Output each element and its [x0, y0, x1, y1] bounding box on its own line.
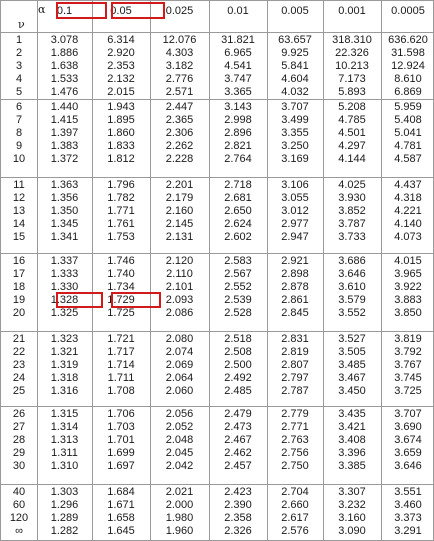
value-cell: 1.333 — [50, 268, 79, 280]
value-cell: 1.721 — [107, 333, 135, 345]
value-cell: 2.681 — [224, 192, 252, 204]
value-cell: 12.924 — [391, 60, 425, 72]
value-cell: 3.143 — [224, 101, 252, 113]
value-cell: 31.821 — [221, 34, 255, 46]
value-cell: 2.920 — [107, 47, 135, 59]
value-cell: 2.763 — [281, 434, 309, 446]
value-cell: 2.764 — [224, 153, 252, 165]
value-cell: 2.473 — [224, 421, 252, 433]
value-cell: 2.528 — [224, 307, 252, 319]
value-cell: 1.708 — [107, 385, 135, 397]
df-cell: 4 — [15, 73, 23, 85]
value-cell: 4.032 — [281, 86, 309, 98]
value-cell: 1.303 — [50, 486, 79, 498]
value-cell: 1.397 — [50, 127, 79, 139]
value-cell: 3.435 — [338, 408, 366, 420]
value-cell: 2.306 — [165, 127, 194, 139]
value-cell: 3.552 — [338, 307, 366, 319]
value-cell: 3.090 — [338, 525, 366, 537]
value-cell: 3.965 — [394, 268, 422, 280]
df-cell: 17 — [12, 268, 26, 280]
df-cell: ∞ — [15, 525, 23, 537]
value-cell: 3.747 — [224, 73, 252, 85]
value-cell: 1.330 — [50, 281, 79, 293]
value-cell: 5.841 — [281, 60, 309, 72]
value-cell: 1.341 — [50, 231, 79, 243]
alpha-header-1: 0.05 — [110, 5, 132, 17]
value-cell: 3.674 — [394, 434, 422, 446]
value-cell: 1.311 — [51, 447, 78, 459]
value-cell: 1.671 — [107, 499, 135, 511]
value-cell: 3.646 — [338, 268, 366, 280]
value-cell: 2.160 — [165, 205, 194, 217]
value-cell: 2.015 — [107, 86, 135, 98]
value-cell: 3.307 — [338, 486, 366, 498]
value-cell: 1.753 — [107, 231, 135, 243]
value-cell: 2.779 — [281, 408, 309, 420]
df-cell: 13 — [12, 205, 26, 217]
value-cell: 2.080 — [165, 333, 194, 345]
value-cell: 1.318 — [50, 372, 79, 384]
value-cell: 2.819 — [281, 346, 309, 358]
value-cell: 2.861 — [281, 294, 309, 306]
value-cell: 3.883 — [394, 294, 422, 306]
df-cell: 24 — [12, 372, 26, 384]
value-cell: 2.567 — [224, 268, 252, 280]
value-cell: 3.610 — [338, 281, 366, 293]
value-cell: 3.707 — [281, 101, 309, 113]
value-cell: 1.645 — [107, 525, 135, 537]
value-cell: 1.812 — [107, 153, 135, 165]
value-cell: 2.131 — [165, 231, 194, 243]
value-cell: 3.408 — [338, 434, 366, 446]
value-cell: 2.583 — [224, 255, 252, 267]
value-cell: 2.101 — [165, 281, 194, 293]
value-cell: 3.819 — [394, 333, 422, 345]
value-cell: 6.314 — [107, 34, 135, 46]
value-cell: 10.213 — [335, 60, 369, 72]
value-cell: 5.208 — [338, 101, 366, 113]
df-cell: 25 — [12, 385, 26, 397]
df-cell: 15 — [12, 231, 26, 243]
highlight-box — [56, 292, 103, 308]
value-cell: 2.479 — [224, 408, 252, 420]
highlight-box — [111, 292, 161, 308]
value-cell: 1.310 — [50, 460, 79, 472]
value-cell: 2.110 — [166, 268, 193, 280]
value-cell: 4.781 — [394, 140, 422, 152]
value-cell: 1.771 — [107, 205, 135, 217]
value-cell: 3.850 — [394, 307, 422, 319]
value-cell: 3.725 — [394, 385, 422, 397]
value-cell: 2.021 — [165, 486, 194, 498]
value-cell: 2.977 — [281, 218, 309, 230]
value-cell: 1.684 — [107, 486, 135, 498]
highlight-box — [56, 2, 107, 19]
value-cell: 1.658 — [107, 512, 135, 524]
value-cell: 2.552 — [224, 281, 252, 293]
value-cell: 2.571 — [165, 86, 194, 98]
value-cell: 1.761 — [107, 218, 135, 230]
value-cell: 2.485 — [224, 385, 252, 397]
value-cell: 2.878 — [281, 281, 309, 293]
value-cell: 4.587 — [394, 153, 422, 165]
value-cell: 1.313 — [50, 434, 79, 446]
value-cell: 2.390 — [224, 499, 252, 511]
value-cell: 1.350 — [50, 205, 79, 217]
alpha-header-2: 0.025 — [165, 5, 194, 17]
df-cell: 18 — [12, 281, 26, 293]
value-cell: 2.998 — [224, 114, 252, 126]
value-cell: 31.598 — [391, 47, 425, 59]
value-cell: 1.321 — [50, 346, 79, 358]
value-cell: 1.729 — [107, 294, 135, 306]
value-cell: 3.291 — [394, 525, 422, 537]
value-cell: 2.145 — [165, 218, 194, 230]
df-cell: 22 — [12, 346, 26, 358]
value-cell: 5.959 — [394, 101, 422, 113]
value-cell: 63.657 — [278, 34, 312, 46]
value-cell: 3.467 — [338, 372, 366, 384]
df-cell: 120 — [9, 512, 29, 524]
df-cell: 9 — [15, 140, 23, 152]
df-cell: 40 — [12, 486, 26, 498]
value-cell: 2.060 — [165, 385, 194, 397]
value-cell: 7.173 — [338, 73, 366, 85]
value-cell: 1.533 — [50, 73, 79, 85]
df-cell: 1 — [15, 34, 23, 46]
value-cell: 1.833 — [107, 140, 135, 152]
value-cell: 4.140 — [394, 218, 422, 230]
group-divider — [1, 406, 433, 407]
value-cell: 2.797 — [281, 372, 309, 384]
value-cell: 3.686 — [338, 255, 366, 267]
value-cell: 2.074 — [165, 346, 194, 358]
value-cell: 1.740 — [107, 268, 135, 280]
value-cell: 4.303 — [165, 47, 194, 59]
value-cell: 3.385 — [338, 460, 366, 472]
value-cell: 2.602 — [224, 231, 252, 243]
value-cell: 4.221 — [394, 205, 422, 217]
value-cell: 4.025 — [338, 179, 366, 191]
value-cell: 2.358 — [224, 512, 252, 524]
value-cell: 1.943 — [107, 101, 135, 113]
value-cell: 1.701 — [107, 434, 135, 446]
value-cell: 1.328 — [50, 294, 79, 306]
value-cell: 5.408 — [394, 114, 422, 126]
value-cell: 1.960 — [165, 525, 194, 537]
value-cell: 1.714 — [107, 359, 135, 371]
alpha-header-5: 0.001 — [338, 5, 366, 17]
df-cell: 10 — [12, 153, 26, 165]
value-cell: 1.699 — [107, 447, 135, 459]
value-cell: 6.965 — [224, 47, 252, 59]
df-cell: 26 — [12, 408, 26, 420]
value-cell: 1.289 — [50, 512, 79, 524]
alpha-header-6: 0.0005 — [391, 5, 425, 17]
value-cell: 3.250 — [281, 140, 309, 152]
value-cell: 3.792 — [394, 346, 422, 358]
value-cell: 3.733 — [338, 231, 366, 243]
value-cell: 1.325 — [50, 307, 79, 319]
group-divider — [1, 177, 433, 178]
value-cell: 3.012 — [281, 205, 309, 217]
value-cell: 2.423 — [224, 486, 252, 498]
value-cell: 3.787 — [338, 218, 366, 230]
value-cell: 2.787 — [281, 385, 309, 397]
value-cell: 1.638 — [50, 60, 79, 72]
value-cell: 2.947 — [281, 231, 309, 243]
value-cell: 2.776 — [165, 73, 194, 85]
value-cell: 2.492 — [224, 372, 252, 384]
value-cell: 2.756 — [281, 447, 309, 459]
df-cell: 12 — [12, 192, 26, 204]
value-cell: 1.356 — [50, 192, 79, 204]
df-cell: 8 — [15, 127, 23, 139]
value-cell: 2.132 — [107, 73, 135, 85]
value-cell: 9.925 — [281, 47, 309, 59]
value-cell: 3.421 — [338, 421, 366, 433]
value-cell: 3.646 — [394, 460, 422, 472]
value-cell: 2.042 — [165, 460, 194, 472]
value-cell: 1.782 — [107, 192, 135, 204]
value-cell: 2.807 — [281, 359, 309, 371]
df-cell: 27 — [12, 421, 26, 433]
value-cell: 3.499 — [281, 114, 309, 126]
value-cell: 3.396 — [338, 447, 366, 459]
value-cell: 1.363 — [50, 179, 79, 191]
df-cell: 6 — [15, 101, 23, 113]
value-cell: 1.316 — [50, 385, 79, 397]
value-cell: 1.725 — [107, 307, 135, 319]
value-cell: 2.201 — [165, 179, 194, 191]
df-cell: 20 — [12, 307, 26, 319]
value-cell: 2.093 — [165, 294, 194, 306]
value-cell: 2.508 — [224, 346, 252, 358]
df-cell: 16 — [12, 255, 26, 267]
alpha-header-0: 0.1 — [56, 5, 73, 17]
value-cell: 4.437 — [394, 179, 422, 191]
value-cell: 8.610 — [394, 73, 422, 85]
df-cell: 7 — [15, 114, 23, 126]
value-cell: 1.415 — [50, 114, 79, 126]
df-cell: 19 — [12, 294, 26, 306]
value-cell: 5.893 — [338, 86, 366, 98]
value-cell: 1.319 — [50, 359, 79, 371]
value-cell: 3.690 — [394, 421, 422, 433]
value-cell: 2.048 — [165, 434, 194, 446]
value-cell: 1.282 — [50, 525, 79, 537]
value-cell: 1.706 — [107, 408, 135, 420]
value-cell: 3.485 — [338, 359, 366, 371]
value-cell: 3.707 — [394, 408, 422, 420]
group-divider — [1, 331, 433, 332]
value-cell: 1.440 — [50, 101, 79, 113]
value-cell: 3.182 — [165, 60, 194, 72]
value-cell: 3.767 — [394, 359, 422, 371]
value-cell: 2.921 — [281, 255, 309, 267]
value-cell: 636.620 — [388, 34, 428, 46]
value-cell: 1.697 — [107, 460, 135, 472]
value-cell: 2.718 — [224, 179, 252, 191]
value-cell: 2.228 — [165, 153, 194, 165]
value-cell: 1.895 — [107, 114, 135, 126]
value-cell: 1.345 — [50, 218, 79, 230]
value-cell: 3.078 — [50, 34, 79, 46]
value-cell: 2.617 — [281, 512, 309, 524]
value-cell: 2.539 — [224, 294, 252, 306]
value-cell: 2.624 — [224, 218, 252, 230]
df-cell: 5 — [15, 86, 23, 98]
value-cell: 3.930 — [338, 192, 366, 204]
group-divider — [1, 484, 433, 485]
value-cell: 2.052 — [165, 421, 194, 433]
value-cell: 2.660 — [281, 499, 309, 511]
value-cell: 1.886 — [50, 47, 79, 59]
value-cell: 2.771 — [281, 421, 309, 433]
alpha-header-3: 0.01 — [227, 5, 249, 17]
value-cell: 2.576 — [281, 525, 309, 537]
value-cell: 2.353 — [107, 60, 135, 72]
value-cell: 6.869 — [394, 86, 422, 98]
df-cell: 60 — [12, 499, 26, 511]
value-cell: 2.000 — [165, 499, 194, 511]
value-cell: 2.179 — [165, 192, 194, 204]
value-cell: 1.980 — [165, 512, 194, 524]
value-cell: 1.323 — [50, 333, 79, 345]
value-cell: 4.501 — [338, 127, 366, 139]
value-cell: 2.750 — [281, 460, 309, 472]
value-cell: 1.860 — [107, 127, 135, 139]
group-divider — [1, 99, 433, 100]
value-cell: 3.659 — [394, 447, 422, 459]
value-cell: 3.232 — [338, 499, 366, 511]
value-cell: 2.326 — [224, 525, 252, 537]
value-cell: 3.450 — [338, 385, 366, 397]
value-cell: 318.310 — [332, 34, 372, 46]
value-cell: 3.527 — [338, 333, 366, 345]
value-cell: 2.056 — [165, 408, 194, 420]
value-cell: 4.015 — [394, 255, 422, 267]
value-cell: 2.086 — [165, 307, 194, 319]
value-cell: 2.845 — [281, 307, 309, 319]
value-cell: 3.365 — [224, 86, 252, 98]
df-cell: 30 — [12, 460, 26, 472]
value-cell: 2.467 — [224, 434, 252, 446]
value-cell: 2.896 — [224, 127, 252, 139]
value-cell: 3.579 — [338, 294, 366, 306]
value-cell: 3.460 — [394, 499, 422, 511]
value-cell: 5.041 — [394, 127, 422, 139]
header-divider — [1, 32, 433, 33]
value-cell: 2.262 — [165, 140, 194, 152]
df-cell: 28 — [12, 434, 26, 446]
value-cell: 1.315 — [50, 408, 79, 420]
value-cell: 4.144 — [338, 153, 366, 165]
value-cell: 2.821 — [224, 140, 252, 152]
value-cell: 3.169 — [281, 153, 309, 165]
df-cell: 21 — [12, 333, 26, 345]
value-cell: 22.326 — [335, 47, 369, 59]
value-cell: 3.106 — [281, 179, 309, 191]
value-cell: 4.541 — [224, 60, 252, 72]
value-cell: 1.717 — [107, 346, 135, 358]
value-cell: 2.045 — [165, 447, 194, 459]
value-cell: 1.734 — [107, 281, 135, 293]
df-cell: 14 — [12, 218, 26, 230]
value-cell: 1.337 — [50, 255, 79, 267]
value-cell: 3.922 — [394, 281, 422, 293]
value-cell: 3.355 — [281, 127, 309, 139]
alpha-header-4: 0.005 — [281, 5, 309, 17]
value-cell: 2.120 — [165, 255, 194, 267]
value-cell: 4.297 — [338, 140, 366, 152]
highlight-box — [111, 2, 165, 19]
value-cell: 2.069 — [165, 359, 194, 371]
value-cell: 2.650 — [224, 205, 252, 217]
df-cell: 3 — [15, 60, 23, 72]
value-cell: 3.373 — [394, 512, 422, 524]
value-cell: 2.500 — [224, 359, 252, 371]
value-cell: 1.296 — [50, 499, 79, 511]
group-divider — [1, 253, 433, 254]
nu-symbol: ν — [18, 18, 25, 31]
value-cell: 1.476 — [50, 86, 79, 98]
value-cell: 3.160 — [338, 512, 366, 524]
value-cell: 4.318 — [394, 192, 422, 204]
value-cell: 4.604 — [281, 73, 309, 85]
df-cell: 2 — [15, 47, 23, 59]
value-cell: 1.703 — [107, 421, 135, 433]
value-cell: 2.457 — [224, 460, 252, 472]
value-cell: 3.852 — [338, 205, 366, 217]
value-cell: 3.745 — [394, 372, 422, 384]
value-cell: 2.831 — [281, 333, 309, 345]
value-cell: 12.076 — [162, 34, 197, 46]
value-cell: 3.505 — [338, 346, 366, 358]
df-cell: 29 — [12, 447, 26, 459]
value-cell: 3.551 — [394, 486, 422, 498]
df-cell: 23 — [12, 359, 26, 371]
value-cell: 2.518 — [224, 333, 252, 345]
value-cell: 2.365 — [165, 114, 194, 126]
value-cell: 2.462 — [224, 447, 252, 459]
value-cell: 1.796 — [107, 179, 135, 191]
value-cell: 1.372 — [50, 153, 79, 165]
value-cell: 4.073 — [394, 231, 422, 243]
value-cell: 1.314 — [50, 421, 79, 433]
alpha-symbol: α — [38, 3, 46, 16]
value-cell: 3.055 — [281, 192, 309, 204]
df-cell: 11 — [13, 179, 25, 191]
value-cell: 1.383 — [50, 140, 79, 152]
value-cell: 1.711 — [107, 372, 135, 384]
value-cell: 2.898 — [281, 268, 309, 280]
value-cell: 2.064 — [165, 372, 194, 384]
value-cell: 4.785 — [338, 114, 366, 126]
value-cell: 2.447 — [165, 101, 194, 113]
value-cell: 1.746 — [107, 255, 135, 267]
value-cell: 2.704 — [281, 486, 309, 498]
